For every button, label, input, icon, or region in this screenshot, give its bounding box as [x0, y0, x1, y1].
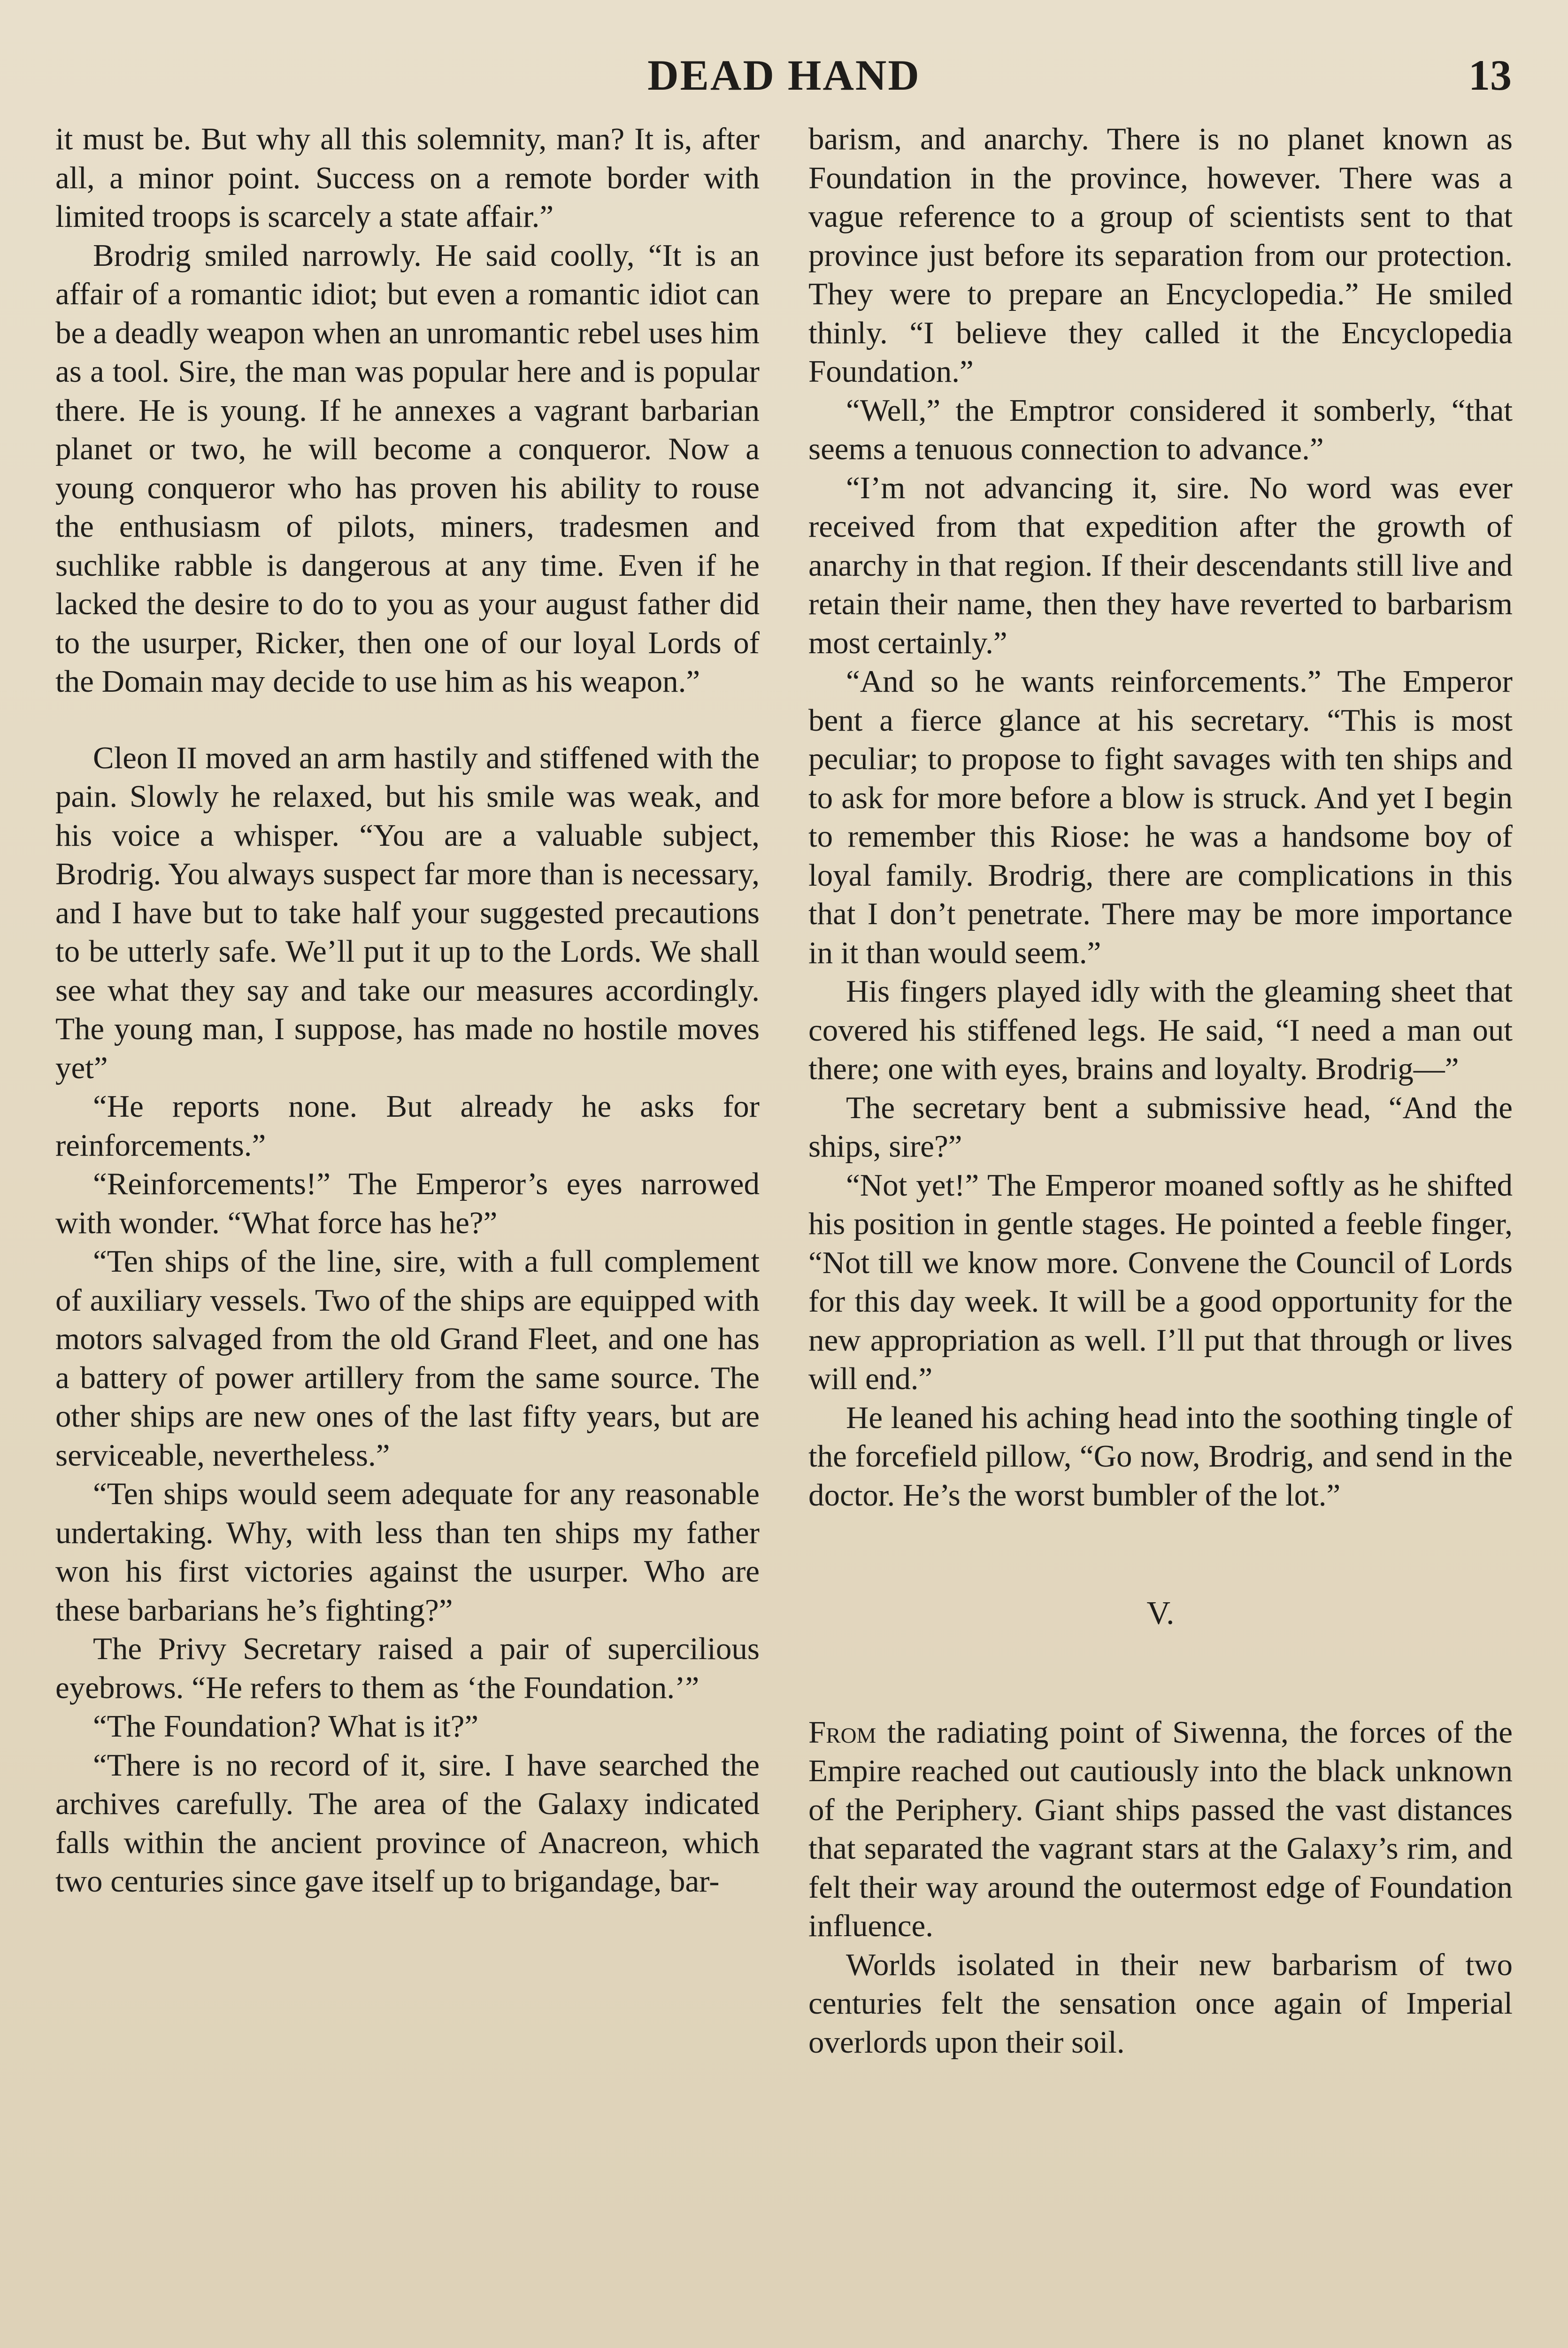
- paragraph: The Privy Secretary raised a pair of supercilious eyebrows. “He refers to them as ‘the Foundation.’”: [55, 1631, 760, 1705]
- paragraph: it must be. But why all this solemnity, man? It is, after all, a minor point. Success on a remote border with limited troops is scarcely a state affair.”: [55, 122, 760, 234]
- paragraph: “There is no record of it, sire. I have searched the archives carefully. The area of the Galaxy indicated falls within the ancient province of Anacreon, which two centuries since gave itself up to brigandage, bar-: [55, 1747, 760, 1899]
- paragraph: He leaned his aching head into the soothing tingle of the forcefield pillow, “Go now, Brodrig, and send in the doctor. He’s the worst bumbler of the lot.”: [808, 1400, 1513, 1513]
- paragraph: “He reports none. But already he asks for reinforcements.”: [55, 1089, 760, 1163]
- page-header: [0, 47, 1568, 103]
- paragraph: “The Foundation? What is it?”: [93, 1709, 479, 1744]
- paragraph: The secretary bent a submissive head, “And the ships, sire?”: [808, 1090, 1513, 1164]
- section-opening-paragraph: [808, 1713, 1513, 1946]
- page-number: 13: [1468, 51, 1512, 99]
- paragraph: “And so he wants reinforcements.” The Emperor bent a fierce glance at his secretary. “This is most peculiar; to propose to fight savages with ten ships and to ask for more before a blow is struck. And yet I begin to remember this Riose: he was a handsome boy of loyal family. Brodrig, there are complications in this that I don’t penetrate. There may be more importance in it than would seem.”: [808, 664, 1513, 970]
- paragraph: “Well,” the Emptror considered it somberly, “that seems a tenuous connection to advance.”: [808, 393, 1513, 466]
- running-title: DEAD HAND: [647, 51, 921, 99]
- paragraph: “I’m not advancing it, sire. No word was ever received from that expedition after the growth of anarchy in that region. If their descendants still live and retain their name, then they have reverted to barbarism most certainly.”: [808, 470, 1513, 660]
- paragraph: “Reinforcements!” The Emperor’s eyes narrowed with wonder. “What force has he?”: [55, 1166, 760, 1240]
- paragraph-text: the radiating point of Siwenna, the forces of the Empire reached out cautiously into the black unknown of the Periphery. Giant ships passed the vast distances that separated the vagrant stars at the Galaxy’s rim, and felt their way around the outermost edge of Foundation influence.: [808, 1715, 1513, 1943]
- paragraph: barism, and anarchy. There is no planet known as Foundation in the province, however. There was a vague reference to a group of scientists sent to that province just before its separation from our protection. They were to prepare an Encyclopedia.” He smiled thinly. “I believe they called it the Encyclopedia Foundation.”: [808, 122, 1513, 389]
- paragraph: “Ten ships of the line, sire, with a full complement of auxiliary vessels. Two of the ships are equipped with motors salvaged from the old Grand Fleet, and one has a battery of power artillery from the same source. The other ships are new ones of the last fifty years, but are serviceable, nevertheless.”: [55, 1244, 760, 1473]
- paragraph: His fingers played idly with the gleaming sheet that covered his stiffened legs. He said, “I need a man out there; one with eyes, brains and loyalty. Brodrig—”: [808, 974, 1513, 1086]
- lead-in-smallcaps: From: [808, 1715, 876, 1750]
- paragraph: “Not yet!” The Emperor moaned softly as he shifted his position in gentle stages. He pointed a feeble finger, “Not till we know more. Convene the Council of Lords for this day week. It will be a good opportunity for the new appropriation as well. I’ll put that through or lives will end.”: [808, 1167, 1513, 1396]
- paragraph: “Ten ships would seem adequate for any reasonable undertaking. Why, with less than ten ships my father won his first victories against the usurper. Who are these barbarians he’s fighting?”: [55, 1476, 760, 1628]
- paragraph: Worlds isolated in their new barbarism of two centuries felt the sensation once again of Imperial overlords upon their soil.: [808, 1947, 1513, 2060]
- section-marker: V.: [1146, 1595, 1175, 1631]
- left-text-column: [55, 120, 760, 1901]
- right-text-column: [808, 120, 1513, 2062]
- paragraph: Cleon II moved an arm hastily and stiffened with the pain. Slowly he relaxed, but his smile was weak, and his voice a whisper. “You are a valuable subject, Brodrig. You always suspect far more than is necessary, and I have but to take half your suggested precautions to be utterly safe. We’ll put it up to the Lords. We shall see what they say and take our measures accordingly. The young man, I suppose, has made no hostile moves yet”: [55, 740, 760, 1085]
- paragraph: Brodrig smiled narrowly. He said coolly, “It is an affair of a romantic idiot; but even a romantic idiot can be a deadly weapon when an unromantic rebel uses him as a tool. Sire, the man was popular here and is popular there. He is young. If he annexes a vagrant barbarian planet or two, he will become a conqueror. Now a young conqueror who has proven his ability to rouse the enthusiasm of pilots, miners, tradesmen and suchlike rabble is dangerous at any time. Even if he lacked the desire to do to you as your august father did to the usurper, Ricker, then one of our loyal Lords of the Domain may decide to use him as his weapon.”: [55, 238, 760, 699]
